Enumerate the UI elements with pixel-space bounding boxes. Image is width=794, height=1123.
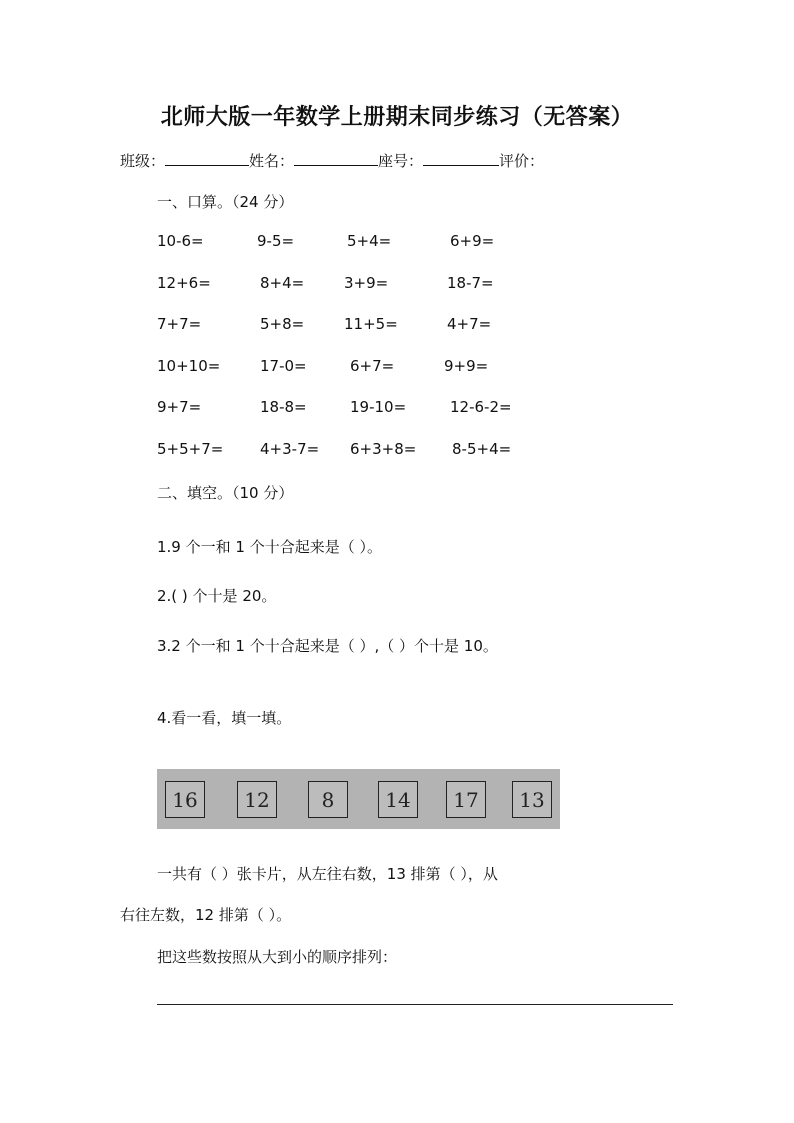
question-3: 3.2 个一和 1 个十合起来是（ ）,（ ）个十是 10。 [157,637,498,655]
question-4-line-3: 把这些数按照从大到小的顺序排列： [157,948,398,966]
problem: 10+10= [157,357,221,375]
problem: 5+4= [347,232,392,250]
problem: 4+3-7= [260,440,320,458]
problem: 18-7= [447,274,494,292]
problem: 17-0= [260,357,307,375]
name-label: 姓名： [249,152,295,170]
number-card: 16 [165,781,205,818]
problem: 10-6= [157,232,204,250]
name-blank[interactable] [294,151,378,166]
problem: 7+7= [157,315,202,333]
number-cards-image [157,769,560,829]
problem: 12-6-2= [450,398,512,416]
answer-line[interactable] [157,1004,673,1005]
question-4-line-1: 一共有（ ）张卡片，从左往右数，13 排第（ ），从 [157,865,498,883]
number-card: 17 [446,781,486,818]
number-card: 12 [237,781,277,818]
problem: 9+9= [444,357,489,375]
seat-label: 座号： [378,152,424,170]
question-1: 1.9 个一和 1 个十合起来是（ ）。 [157,538,382,556]
problem: 6+7= [350,357,395,375]
page-title: 北师大版一年数学上册期末同步练习（无答案） [160,104,634,130]
problem: 18-8= [260,398,307,416]
problem: 19-10= [350,398,407,416]
problem: 9-5= [257,232,295,250]
problem: 3+9= [344,274,389,292]
problem: 8+4= [260,274,305,292]
problem: 12+6= [157,274,211,292]
problem: 6+3+8= [350,440,417,458]
problem: 11+5= [344,315,398,333]
number-card: 14 [378,781,418,818]
problem: 5+5+7= [157,440,224,458]
number-card: 8 [308,781,348,818]
question-2: 2.( ) 个十是 20。 [157,587,277,605]
problem: 6+9= [450,232,495,250]
problem: 9+7= [157,398,202,416]
problem: 5+8= [260,315,305,333]
class-label: 班级： [120,152,166,170]
score-label: 评价： [499,152,545,170]
class-blank[interactable] [165,151,249,166]
student-info-row [120,150,544,171]
section2-heading: 二、填空。（10 分） [157,484,294,502]
question-4-line-2: 右往左数，12 排第（ ）。 [120,906,292,924]
problem: 8-5+4= [452,440,512,458]
problem: 4+7= [447,315,492,333]
number-card: 13 [512,781,552,818]
section1-heading: 一、口算。（24 分） [157,193,294,211]
question-4: 4.看一看，填一填。 [157,709,292,727]
seat-blank[interactable] [423,151,499,166]
